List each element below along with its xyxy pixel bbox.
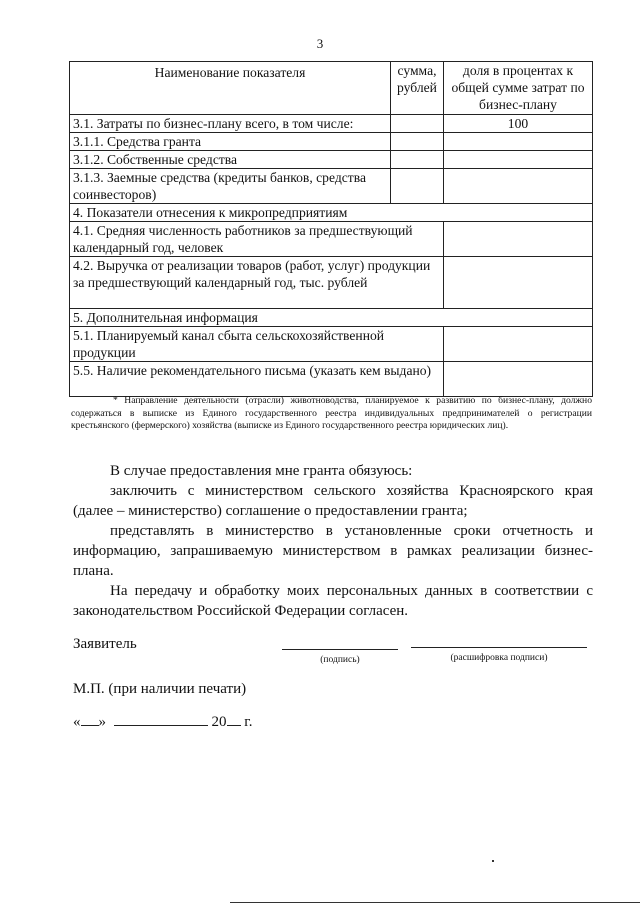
obligation-item-2: представлять в министерство в установленные сроки отчетность и информацию, запрашиваемую министерством в рамках реализации бизнес-плана.	[73, 523, 593, 579]
table-row	[70, 257, 593, 309]
row-sum	[391, 115, 444, 133]
row-name: 3.1.2. Собственные средства	[70, 151, 391, 169]
table-row	[70, 151, 593, 169]
stamp-label: М.П. (при наличии печати)	[73, 681, 247, 697]
row-value	[444, 257, 593, 309]
row-sum	[391, 133, 444, 151]
date-close-quote: »	[98, 714, 106, 730]
table-row	[70, 169, 593, 204]
year-suffix: г.	[244, 714, 253, 730]
table-section-row	[70, 309, 593, 327]
row-value	[444, 362, 593, 397]
table-row	[70, 362, 593, 397]
row-sum	[391, 151, 444, 169]
section-title: 4. Показатели отнесения к микропредприятиям	[70, 204, 593, 222]
obligations-intro: В случае предоставления мне гранта обязуюсь:	[110, 463, 413, 479]
signature-caption: (подпись)	[320, 655, 360, 665]
table-row	[70, 133, 593, 151]
row-share	[444, 133, 593, 151]
date-line	[73, 711, 252, 731]
row-name: 5.5. Наличие рекомендательного письма (указать кем выдано)	[70, 362, 444, 397]
day-blank	[81, 711, 99, 726]
page-number: 3	[316, 36, 324, 51]
obligation-item-1: заключить с министерством сельского хозяйства Красноярского края (далее – министерство) соглашение о предоставлении гранта;	[73, 483, 593, 519]
row-value	[444, 327, 593, 362]
row-name: 3.1. Затраты по бизнес-плану всего, в том числе:	[70, 115, 391, 133]
signature-transcript-line	[411, 647, 587, 648]
row-name: 5.1. Планируемый канал сбыта сельскохозяйственной продукции	[70, 327, 444, 362]
scan-dot	[492, 860, 494, 862]
consent-text: На передачу и обработку моих персональных данных в соответствии с законодательством Российской Федерации согласен.	[73, 583, 593, 619]
obligations-block	[73, 461, 593, 621]
footnote	[71, 395, 592, 433]
row-value	[444, 222, 593, 257]
footnote-text: * Направление деятельности (отрасли) животноводства, планируемое к развитию по бизнес-плану, должно содержаться в выписке из Единого государственного реестра индивидуальных предпринимателей о регистрации крестьянского (фермерского) хозяйства (выписке из Единого государственного реестра юридических лиц).	[71, 395, 592, 431]
section-title: 5. Дополнительная информация	[70, 309, 593, 327]
table-section-row	[70, 204, 593, 222]
month-blank	[114, 711, 208, 726]
header-indicator-name: Наименование показателя	[70, 62, 391, 115]
row-sum	[391, 169, 444, 204]
year-prefix: 20	[211, 714, 227, 730]
applicant-label: Заявитель	[73, 636, 137, 652]
transcript-caption: (расшифровка подписи)	[450, 653, 548, 663]
signature-line	[282, 649, 398, 650]
row-name: 4.1. Средняя численность работников за предшествующий календарный год, человек	[70, 222, 444, 257]
row-name: 4.2. Выручка от реализации товаров (работ, услуг) продукции за предшествующий календарный год, тыс. рублей	[70, 257, 444, 309]
bottom-rule	[230, 902, 640, 903]
table-row	[70, 327, 593, 362]
row-share	[444, 151, 593, 169]
row-name: 3.1.3. Заемные средства (кредиты банков, средства соинвесторов)	[70, 169, 391, 204]
table-row	[70, 222, 593, 257]
row-name: 3.1.1. Средства гранта	[70, 133, 391, 151]
header-sum: сумма, рублей	[391, 62, 444, 115]
date-open-quote: «	[73, 714, 81, 730]
row-share: 100	[444, 115, 593, 133]
header-share: доля в процентах к общей сумме затрат по бизнес-плану	[444, 62, 593, 115]
table-row	[70, 115, 593, 133]
indicators-table	[69, 61, 593, 397]
year-blank	[227, 711, 241, 726]
row-share	[444, 169, 593, 204]
table-header-row	[70, 62, 593, 115]
